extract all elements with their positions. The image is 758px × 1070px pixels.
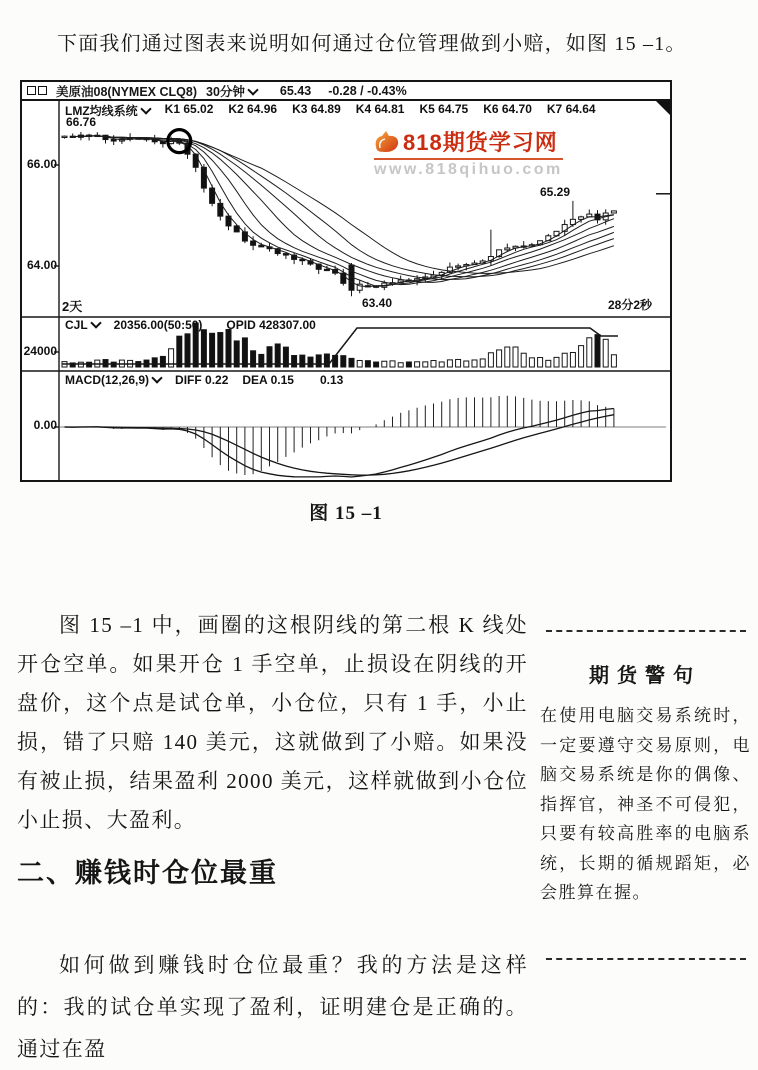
body-paragraph-1: 图 15 –1 中，画圈的这根阴线的第二根 K 线处开仓空单。如果开仓 1 手空单，止损设在阴线的开盘价，这个点是试仓单，小仓位，只有 1 手，小止损，错了只赔 140 美元，这就做到了小赔。如果没有被止损，结果盈利 2000 美元，这样就做到小仓位小止损、大盈利。 — [17, 613, 528, 832]
last-price: 65.43 — [279, 83, 312, 98]
price-axis-tick-64: 64.00 — [26, 258, 57, 272]
chevron-down-icon — [90, 317, 101, 328]
sidebar-bottom-rule — [546, 958, 746, 960]
period-dropdown[interactable]: 30分钟 — [206, 82, 257, 100]
volume-legend — [65, 318, 316, 332]
range-high-label: 66.76 — [66, 115, 97, 129]
ma-k1: K1 65.02 — [164, 102, 214, 116]
watermark — [374, 126, 563, 179]
window-controls-icon — [27, 86, 47, 95]
chart-symbol: 美原油08(NYMEX CLQ8) — [56, 84, 197, 99]
ma-legend — [65, 102, 596, 119]
ma-k3: K3 64.89 — [292, 102, 341, 116]
watermark-hand-icon — [374, 130, 400, 154]
macd-dea-value: DEA 0.15 — [242, 373, 294, 387]
ma-k4: K4 64.81 — [355, 102, 405, 116]
body-paragraph-2: 如何做到赚钱时仓位最重？我的方法是这样的：我的试仓单实现了盈利，证明建仓是正确的。通过在盈 — [17, 953, 528, 1061]
open-interest-value: OPID 428307.00 — [226, 318, 316, 332]
price-change: -0.28 / -0.43% — [328, 83, 407, 98]
swing-low-label: 63.40 — [362, 296, 393, 310]
volume-axis-tick: 24000 — [23, 344, 57, 358]
volume-dropdown[interactable]: CJL — [65, 318, 100, 332]
macd-legend — [65, 373, 343, 387]
intro-paragraph: 下面我们通过图表来说明如何通过仓位管理做到小赔，如图 15 –1。 — [57, 33, 687, 55]
x-axis-right-label: 28分2秒 — [608, 298, 653, 312]
watermark-url: www.818qihuo.com — [374, 161, 563, 178]
chart-figure — [20, 80, 672, 482]
sidebar-top-rule — [546, 630, 746, 632]
macd-dropdown[interactable]: MACD(12,26,9) — [65, 373, 161, 387]
watermark-brand: 818期货学习网 — [374, 126, 563, 160]
chart-titlebar — [22, 82, 670, 101]
x-axis-left-label: 2天 — [62, 299, 83, 314]
macd-bar-value: 0.13 — [319, 373, 344, 387]
ma-k5: K5 64.75 — [419, 102, 469, 116]
chart-canvas — [22, 101, 670, 480]
section-heading: 二、赚钱时仓位最重 — [17, 858, 278, 888]
figure-caption: 图 15 –1 — [309, 503, 383, 524]
volume-value: 20356.00(50:50) — [113, 318, 203, 332]
swing-high-label: 65.29 — [540, 185, 571, 199]
ma-k7: K7 64.64 — [546, 102, 596, 116]
macd-diff-value: DIFF 0.22 — [175, 373, 229, 387]
chevron-down-icon — [140, 103, 151, 114]
chevron-down-icon — [151, 372, 162, 383]
ma-k2: K2 64.96 — [228, 102, 278, 116]
ma-k6: K6 64.70 — [483, 102, 532, 116]
sidebar-title: 期货警句 — [589, 665, 701, 687]
ma-system-dropdown[interactable]: LMZ均线系统 — [65, 102, 150, 119]
price-axis-tick-66: 66.00 — [26, 157, 57, 171]
macd-axis-tick: 0.00 — [33, 418, 57, 432]
sidebar-body: 在使用电脑交易系统时，一定要遵守交易原则，电脑交易系统是你的偶像、指挥官，神圣不可侵犯，只要有较高胜率的电脑系统，长期的循规蹈矩，必会胜算在握。 — [540, 706, 751, 902]
chevron-down-icon — [247, 84, 258, 95]
